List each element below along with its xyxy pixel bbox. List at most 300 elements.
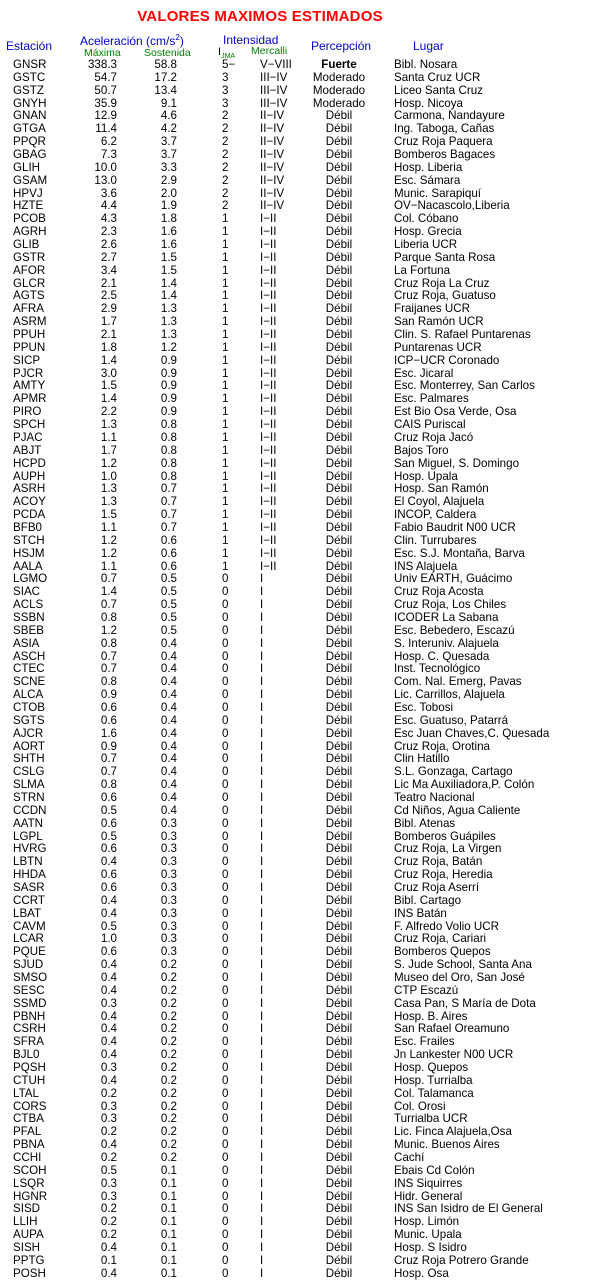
jma-intensity: 0 — [222, 1048, 229, 1062]
perception: Débil — [325, 122, 353, 136]
location: Cruz Roja, Los Chiles — [394, 598, 507, 612]
jma-intensity: 1 — [222, 238, 229, 252]
max-acceleration: 0.4 — [100, 1009, 117, 1023]
jma-intensity: 0 — [222, 1099, 229, 1113]
table-row — [0, 213, 590, 226]
location: Hosp. Grecia — [394, 225, 462, 239]
sustained-acceleration: 0.3 — [160, 829, 177, 843]
jma-intensity: 0 — [222, 752, 229, 766]
table-row — [0, 1229, 590, 1242]
jma-intensity: 0 — [222, 726, 229, 740]
table-row — [0, 522, 590, 535]
max-acceleration: 0.3 — [100, 1189, 117, 1203]
sustained-acceleration: 0.4 — [160, 662, 177, 676]
mercalli-intensity: I — [260, 1215, 264, 1229]
table-row — [0, 1242, 590, 1255]
table-row — [0, 625, 590, 638]
station-code: GLIB — [13, 238, 40, 252]
mercalli-intensity: I — [260, 636, 264, 650]
station-code: GBAG — [13, 148, 47, 162]
perception: Débil — [325, 1266, 353, 1280]
jma-intensity: 0 — [222, 1009, 229, 1023]
location: Com. Nal. Emerg, Pavas — [394, 675, 522, 689]
location: Lic. Carrillos, Alajuela — [394, 688, 505, 702]
mercalli-intensity: I — [260, 739, 264, 753]
perception: Débil — [325, 1151, 353, 1165]
perception: Débil — [325, 700, 353, 714]
jma-intensity: 1 — [222, 225, 229, 239]
mercalli-intensity: I — [260, 1163, 264, 1177]
jma-intensity: 1 — [222, 469, 229, 483]
mercalli-intensity: I — [260, 726, 264, 740]
max-acceleration: 0.4 — [100, 1241, 117, 1255]
location: Turrialba UCR — [394, 1112, 468, 1126]
station-code: GNSR — [13, 58, 47, 71]
location: Bomberos Quepos — [394, 945, 491, 959]
perception: Débil — [325, 238, 353, 252]
mercalli-intensity: I−II — [260, 469, 277, 483]
station-code: CORS — [13, 1099, 47, 1113]
perception: Débil — [325, 148, 353, 162]
perception: Débil — [325, 932, 353, 946]
mercalli-intensity: I — [260, 996, 264, 1010]
location: Liceo Santa Cruz — [394, 83, 483, 97]
station-code: LLIH — [13, 1215, 38, 1229]
location: S. Interuniv. Alajuela — [394, 636, 499, 650]
table-row — [0, 599, 590, 612]
header-ijma: $I_{JMA}$ — [218, 46, 236, 61]
station-code: HHDA — [13, 868, 46, 882]
location: San Ramón UCR — [394, 315, 484, 329]
mercalli-intensity: III−IV — [260, 70, 288, 84]
max-acceleration: 0.4 — [100, 971, 117, 985]
sustained-acceleration: 2.9 — [160, 173, 177, 187]
table-row — [0, 355, 590, 368]
perception: Débil — [325, 971, 353, 985]
station-code: LGMO — [13, 572, 48, 586]
station-code: AMTY — [13, 379, 46, 393]
location: Cruz Roja Potrero Grande — [394, 1253, 529, 1267]
station-code: CCHI — [13, 1151, 42, 1165]
sustained-acceleration: 3.7 — [160, 148, 177, 162]
table-row — [0, 972, 590, 985]
perception: Débil — [325, 1125, 353, 1139]
location: Parque Santa Rosa — [394, 250, 496, 264]
sustained-acceleration: 0.5 — [160, 585, 177, 599]
perception: Débil — [325, 1073, 353, 1087]
location: Esc. Frailes — [394, 1035, 455, 1049]
mercalli-intensity: I — [260, 881, 264, 894]
table-row — [0, 1139, 590, 1152]
mercalli-intensity: I — [260, 971, 264, 985]
mercalli-intensity: I — [260, 1009, 264, 1023]
mercalli-intensity: I — [260, 752, 264, 766]
jma-intensity: 0 — [222, 790, 229, 804]
sustained-acceleration: 1.5 — [160, 263, 177, 277]
max-acceleration: 0.4 — [100, 1073, 117, 1087]
table-row — [0, 1075, 590, 1088]
location: Cruz Roja La Cruz — [394, 276, 490, 290]
sustained-acceleration: 0.4 — [160, 752, 177, 766]
max-acceleration: 1.6 — [100, 726, 117, 740]
table-row — [0, 406, 590, 419]
mercalli-intensity: II−IV — [260, 135, 285, 149]
station-code: GSAM — [13, 173, 48, 187]
mercalli-intensity: I−II — [260, 482, 277, 496]
max-acceleration: 0.1 — [100, 1253, 117, 1267]
sustained-acceleration: 13.4 — [154, 83, 177, 97]
jma-intensity: 0 — [222, 572, 229, 586]
perception: Débil — [325, 430, 353, 444]
perception: Débil — [325, 1061, 353, 1075]
station-code: HZTE — [13, 199, 44, 213]
perception: Fuerte — [321, 58, 357, 71]
sustained-acceleration: 0.5 — [160, 572, 177, 586]
perception: Débil — [325, 186, 353, 200]
perception: Débil — [325, 418, 353, 432]
mercalli-intensity: I−II — [260, 533, 277, 547]
jma-intensity: 1 — [222, 430, 229, 444]
jma-intensity: 1 — [222, 212, 229, 226]
location: Munic. Buenos Aires — [394, 1138, 500, 1152]
sustained-acceleration: 0.1 — [160, 1228, 177, 1242]
perception: Débil — [325, 1202, 353, 1216]
mercalli-intensity: II−IV — [260, 173, 285, 187]
table-row — [0, 638, 590, 651]
station-code: SBEB — [13, 623, 44, 637]
sustained-acceleration: 0.4 — [160, 688, 177, 702]
perception: Débil — [325, 713, 353, 727]
station-code: SHTH — [13, 752, 45, 766]
mercalli-intensity: II−IV — [260, 186, 285, 200]
perception: Débil — [325, 1228, 353, 1242]
table-row — [0, 380, 590, 393]
mercalli-intensity: I — [260, 1086, 264, 1100]
max-acceleration: 1.0 — [100, 932, 117, 946]
station-code: AFOR — [13, 263, 46, 277]
sustained-acceleration: 1.2 — [160, 340, 177, 354]
table-row — [0, 715, 590, 728]
sustained-acceleration: 1.8 — [160, 212, 177, 226]
sustained-acceleration: 0.8 — [160, 430, 177, 444]
max-acceleration: 0.7 — [100, 662, 117, 676]
mercalli-intensity: I — [260, 790, 264, 804]
jma-intensity: 0 — [222, 881, 229, 894]
sustained-acceleration: 0.2 — [160, 1138, 177, 1152]
table-row — [0, 1165, 590, 1178]
location: Cachí — [394, 1151, 425, 1165]
header-mercalli: Mercalli — [251, 45, 288, 57]
mercalli-intensity: I — [260, 983, 264, 997]
jma-intensity: 0 — [222, 1086, 229, 1100]
page-title: VALORES MAXIMOS ESTIMADOS — [137, 8, 383, 25]
perception: Débil — [325, 1189, 353, 1203]
mercalli-intensity: I — [260, 623, 264, 637]
jma-intensity: 0 — [222, 906, 229, 920]
table-row — [0, 1062, 590, 1075]
station-code: GSTC — [13, 70, 46, 84]
perception: Débil — [325, 508, 353, 522]
perception: Débil — [325, 173, 353, 187]
perception: Débil — [325, 353, 353, 367]
sustained-acceleration: 17.2 — [154, 70, 177, 84]
sustained-acceleration: 0.6 — [160, 546, 177, 560]
sustained-acceleration: 1.6 — [160, 238, 177, 252]
sustained-acceleration: 0.7 — [160, 495, 177, 509]
max-acceleration: 0.7 — [100, 598, 117, 612]
max-acceleration: 0.8 — [100, 675, 117, 689]
table-row — [0, 162, 590, 175]
max-acceleration: 1.4 — [100, 392, 117, 406]
table-row — [0, 818, 590, 831]
location: Esc. S.J. Montaña, Barva — [394, 546, 525, 560]
max-acceleration: 1.2 — [100, 623, 117, 637]
table-row — [0, 239, 590, 252]
station-code: LGPL — [13, 829, 43, 843]
max-acceleration: 0.6 — [100, 868, 117, 882]
perception: Débil — [325, 1253, 353, 1267]
perception: Débil — [325, 1035, 353, 1049]
location: Fraijanes UCR — [394, 302, 471, 316]
location: Bibl. Atenas — [394, 816, 456, 830]
jma-intensity: 1 — [222, 456, 229, 470]
sustained-acceleration: 0.4 — [160, 726, 177, 740]
location: Munic. Sarapiquí — [394, 186, 481, 200]
table-row — [0, 882, 590, 895]
max-acceleration: 0.7 — [100, 572, 117, 586]
max-acceleration: 0.2 — [100, 1215, 117, 1229]
location: Munic. Upala — [394, 1228, 462, 1242]
mercalli-intensity: I — [260, 1266, 264, 1280]
jma-intensity: 0 — [222, 1189, 229, 1203]
jma-intensity: 1 — [222, 533, 229, 547]
max-acceleration: 0.7 — [100, 752, 117, 766]
perception: Débil — [325, 688, 353, 702]
station-code: AATN — [13, 816, 44, 830]
location: Esc. Jicaral — [394, 366, 454, 380]
table-row — [0, 342, 590, 355]
mercalli-intensity: I−II — [260, 508, 277, 522]
sustained-acceleration: 0.2 — [160, 1125, 177, 1139]
perception: Débil — [325, 945, 353, 959]
location: Est Bio Osa Verde, Osa — [394, 405, 517, 419]
jma-intensity: 3 — [222, 83, 229, 97]
header-percepcion: Percepción — [311, 39, 372, 53]
max-acceleration: 1.0 — [100, 469, 117, 483]
perception: Débil — [325, 610, 353, 624]
station-code: ASCH — [13, 649, 46, 663]
sustained-acceleration: 0.9 — [160, 405, 177, 419]
mercalli-intensity: I — [260, 1022, 264, 1036]
max-acceleration: 0.2 — [100, 1202, 117, 1216]
sustained-acceleration: 0.5 — [160, 610, 177, 624]
max-acceleration: 1.3 — [100, 482, 117, 496]
table-row — [0, 471, 590, 484]
station-code: CTOB — [13, 700, 45, 714]
station-code: HPVJ — [13, 186, 43, 200]
sustained-acceleration: 0.3 — [160, 881, 177, 894]
location: Hosp. S Isidro — [394, 1241, 467, 1255]
perception: Débil — [325, 135, 353, 149]
sustained-acceleration: 0.2 — [160, 1048, 177, 1062]
mercalli-intensity: I−II — [260, 379, 277, 393]
jma-intensity: 0 — [222, 983, 229, 997]
table-row — [0, 329, 590, 342]
max-acceleration: 0.2 — [100, 1228, 117, 1242]
jma-intensity: 2 — [222, 199, 229, 213]
mercalli-intensity: I — [260, 1176, 264, 1190]
mercalli-intensity: I−II — [260, 328, 277, 342]
mercalli-intensity: I−II — [260, 495, 277, 509]
max-acceleration: 2.1 — [100, 328, 117, 342]
table-row — [0, 252, 590, 265]
jma-intensity: 0 — [222, 713, 229, 727]
perception: Débil — [325, 585, 353, 599]
max-acceleration: 0.3 — [100, 1099, 117, 1113]
jma-intensity: 0 — [222, 1253, 229, 1267]
station-code: LBAT — [13, 906, 42, 920]
max-acceleration: 35.9 — [94, 96, 117, 110]
sustained-acceleration: 1.9 — [160, 199, 177, 213]
station-code: AUPH — [13, 469, 46, 483]
jma-intensity: 0 — [222, 1176, 229, 1190]
location: Clin. Turrubares — [394, 533, 477, 547]
jma-intensity: 5− — [222, 58, 236, 71]
location: Esc. Guatuso, Patarrá — [394, 713, 509, 727]
table-row — [0, 1023, 590, 1036]
sustained-acceleration: 0.2 — [160, 996, 177, 1010]
mercalli-intensity: II−IV — [260, 199, 285, 213]
station-code: PPUN — [13, 340, 46, 354]
perception: Débil — [325, 302, 353, 316]
sustained-acceleration: 0.2 — [160, 1099, 177, 1113]
sustained-acceleration: 0.4 — [160, 636, 177, 650]
perception: Débil — [325, 456, 353, 470]
jma-intensity: 0 — [222, 1266, 229, 1280]
location: Clin. S. Rafael Puntarenas — [394, 328, 531, 342]
location: Cruz Roja, Guatuso — [394, 289, 496, 303]
max-acceleration: 1.1 — [100, 520, 117, 534]
perception: Débil — [325, 443, 353, 457]
max-acceleration: 0.3 — [100, 1176, 117, 1190]
jma-intensity: 0 — [222, 842, 229, 856]
table-row — [0, 548, 590, 561]
mercalli-intensity: I — [260, 713, 264, 727]
station-code: CCRT — [13, 893, 45, 907]
jma-intensity: 0 — [222, 1215, 229, 1229]
sustained-acceleration: 0.3 — [160, 906, 177, 920]
location: Hosp. C. Quesada — [394, 649, 490, 663]
max-acceleration: 0.6 — [100, 790, 117, 804]
max-acceleration: 0.2 — [100, 1125, 117, 1139]
sustained-acceleration: 58.8 — [154, 58, 177, 71]
sustained-acceleration: 0.3 — [160, 932, 177, 946]
jma-intensity: 0 — [222, 1035, 229, 1049]
table-row — [0, 998, 590, 1011]
location: Cruz Roja Acosta — [394, 585, 484, 599]
max-acceleration: 1.8 — [100, 340, 117, 354]
max-acceleration: 1.2 — [100, 546, 117, 560]
location: S. Jude School, Santa Ana — [394, 958, 532, 972]
max-acceleration: 338.3 — [87, 58, 117, 71]
jma-intensity: 1 — [222, 392, 229, 406]
perception: Débil — [325, 855, 353, 869]
sustained-acceleration: 0.2 — [160, 1035, 177, 1049]
jma-intensity: 0 — [222, 1112, 229, 1126]
max-acceleration: 0.4 — [100, 1138, 117, 1152]
perception: Débil — [325, 199, 353, 213]
location: CTP Escazú — [394, 983, 459, 997]
perception: Débil — [325, 328, 353, 342]
perception: Débil — [325, 379, 353, 393]
sustained-acceleration: 0.8 — [160, 443, 177, 457]
mercalli-intensity: I — [260, 765, 264, 779]
perception: Débil — [325, 906, 353, 920]
header-lugar: Lugar — [413, 39, 444, 53]
station-code: GSTR — [13, 250, 46, 264]
perception: Débil — [325, 263, 353, 277]
sustained-acceleration: 0.4 — [160, 700, 177, 714]
max-acceleration: 0.4 — [100, 1035, 117, 1049]
jma-intensity: 0 — [222, 1022, 229, 1036]
sustained-acceleration: 3.3 — [160, 160, 177, 174]
sustained-acceleration: 0.5 — [160, 623, 177, 637]
header-aceleracion: Aceleración $(cm/s^2)$ — [80, 33, 184, 48]
jma-intensity: 0 — [222, 598, 229, 612]
mercalli-intensity: I — [260, 649, 264, 663]
sustained-acceleration: 1.3 — [160, 302, 177, 316]
mercalli-intensity: I — [260, 598, 264, 612]
perception: Débil — [325, 983, 353, 997]
location: Cruz Roja Paquera — [394, 135, 493, 149]
perception: Débil — [325, 1009, 353, 1023]
perception: Débil — [325, 829, 353, 843]
station-code: STCH — [13, 533, 45, 547]
perception: Débil — [325, 649, 353, 663]
jma-intensity: 0 — [222, 1228, 229, 1242]
table-row — [0, 226, 590, 239]
location: Col. Talamanca — [394, 1086, 474, 1100]
max-acceleration: 4.4 — [100, 199, 117, 213]
location: Liberia UCR — [394, 238, 458, 252]
table-row — [0, 59, 590, 72]
mercalli-intensity: I — [260, 932, 264, 946]
jma-intensity: 0 — [222, 855, 229, 869]
location: San Rafael Oreamuno — [394, 1022, 510, 1036]
sustained-acceleration: 0.6 — [160, 533, 177, 547]
table-row — [0, 651, 590, 664]
location: Cd Niños, Agua Caliente — [394, 803, 521, 817]
location: Bibl. Nosara — [394, 58, 458, 71]
location: Lic Ma Auxiliadora,P. Colón — [394, 778, 535, 792]
max-acceleration: 1.4 — [100, 353, 117, 367]
max-acceleration: 13.0 — [94, 173, 117, 187]
station-code: ASRM — [13, 315, 47, 329]
location: La Fortuna — [394, 263, 451, 277]
jma-intensity: 0 — [222, 700, 229, 714]
jma-intensity: 0 — [222, 996, 229, 1010]
jma-intensity: 1 — [222, 379, 229, 393]
table-row — [0, 290, 590, 303]
max-acceleration: 0.9 — [100, 688, 117, 702]
sustained-acceleration: 0.2 — [160, 971, 177, 985]
table-row — [0, 175, 590, 188]
jma-intensity: 0 — [222, 958, 229, 972]
table-row — [0, 278, 590, 291]
station-code: SCNE — [13, 675, 46, 689]
max-acceleration: 1.4 — [100, 585, 117, 599]
header-estacion: Estación — [6, 39, 53, 53]
